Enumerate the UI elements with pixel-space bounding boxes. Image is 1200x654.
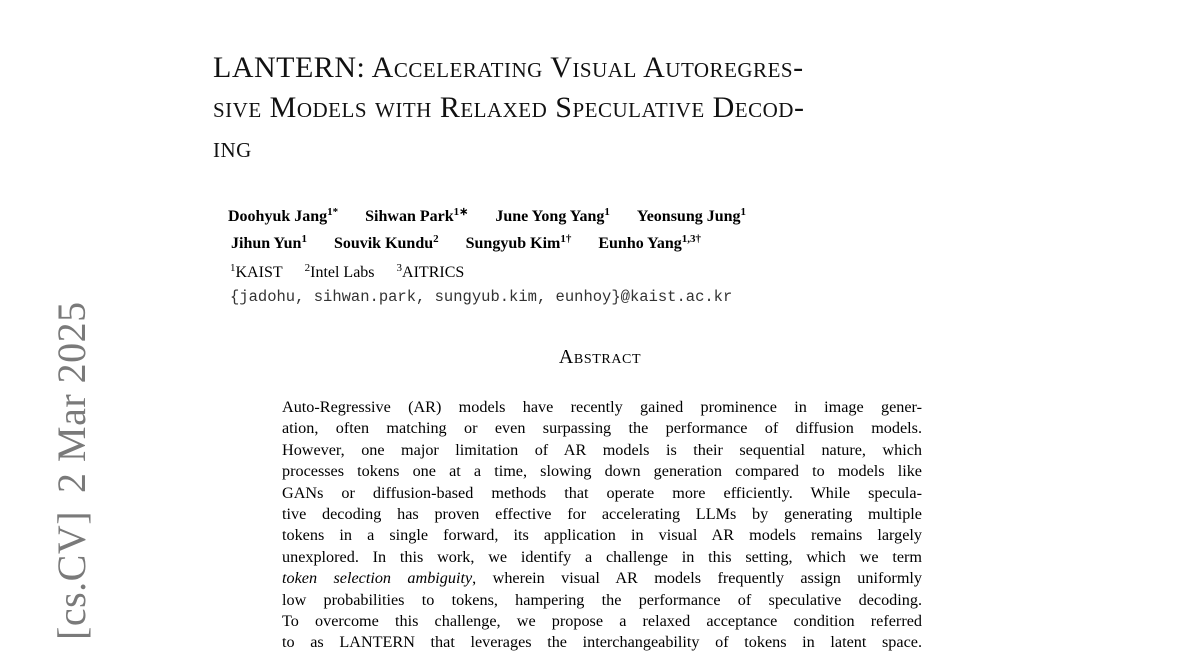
arxiv-category: [cs.CV]: [49, 510, 94, 640]
abstract-line: low probabilities to tokens, hampering the performance of speculative decoding.: [282, 590, 922, 609]
abstract-line: tive decoding has proven effective for accelerating LLMs by generating multiple: [282, 505, 922, 524]
abstract-line: processes tokens one at a time, slowing down generation compared to models like: [282, 462, 922, 481]
author: Yeonsung Jung$^1$: [636, 206, 747, 225]
abstract-line: to as LANTERN that leverages the interchangeability of tokens in latent space.: [282, 633, 922, 652]
affiliation: $^3$AITRICS: [396, 262, 465, 281]
author: Sihwan Park$^{1∗}$: [365, 206, 469, 225]
abstract-heading: Abstract: [558, 346, 642, 368]
author: Doohyuk Jang$^{1*}$: [228, 206, 339, 225]
abstract-line: To overcome this challenge, we propose a relaxed acceptance condition referred: [282, 612, 922, 631]
abstract-line: Auto-Regressive (AR) models have recently gained prominence in image gener-: [282, 398, 922, 416]
author: Eunho Yang$^{1,3\dagger}$: [598, 233, 702, 252]
abstract-body: [282, 397, 922, 654]
abstract-line-italic: token selection ambiguity, wherein visual AR models frequently assign uniformly: [282, 569, 922, 588]
author: June Yong Yang$^1$: [495, 206, 610, 225]
author-emails[interactable]: {jadohu, sihwan.park, sungyub.kim, eunhoy}@kaist.ac.kr: [230, 288, 733, 306]
author: Sungyub Kim$^{1\dagger}$: [465, 233, 572, 252]
abstract-line: However, one major limitation of AR models is their sequential nature, which: [282, 440, 922, 459]
arxiv-date: 2 Mar 2025: [49, 301, 94, 493]
affiliation: $^2$Intel Labs: [304, 262, 375, 281]
italic-term: token selection ambiguity: [282, 569, 473, 588]
affiliations: [230, 257, 928, 284]
affiliation: $^1$KAIST: [230, 262, 283, 281]
author-block: [228, 201, 928, 308]
arxiv-stamp: [48, 283, 95, 640]
abstract-line: ation, often matching or even surpassing the performance of diffusion models.: [282, 419, 922, 438]
abstract-line: tokens in a single forward, its application in visual AR models remains largely: [282, 526, 922, 545]
abstract-line: unexplored. In this work, we identify a challenge in this setting, which we term: [282, 547, 922, 566]
title-line-3: ing: [213, 131, 252, 164]
paper-title: [213, 48, 1003, 168]
author-row-1: [228, 201, 928, 228]
author: Souvik Kundu$^2$: [333, 233, 439, 252]
abstract-line: GANs or diffusion-based methods that operate more efficiently. While specula-: [282, 483, 922, 502]
title-line-2: sive Models with Relaxed Speculative Decod-: [213, 91, 805, 124]
author-row-2: [231, 228, 928, 255]
title-line-1: LANTERN: Accelerating Visual Autoregres-: [213, 51, 804, 84]
author: Jihun Yun$^1$: [231, 233, 307, 252]
